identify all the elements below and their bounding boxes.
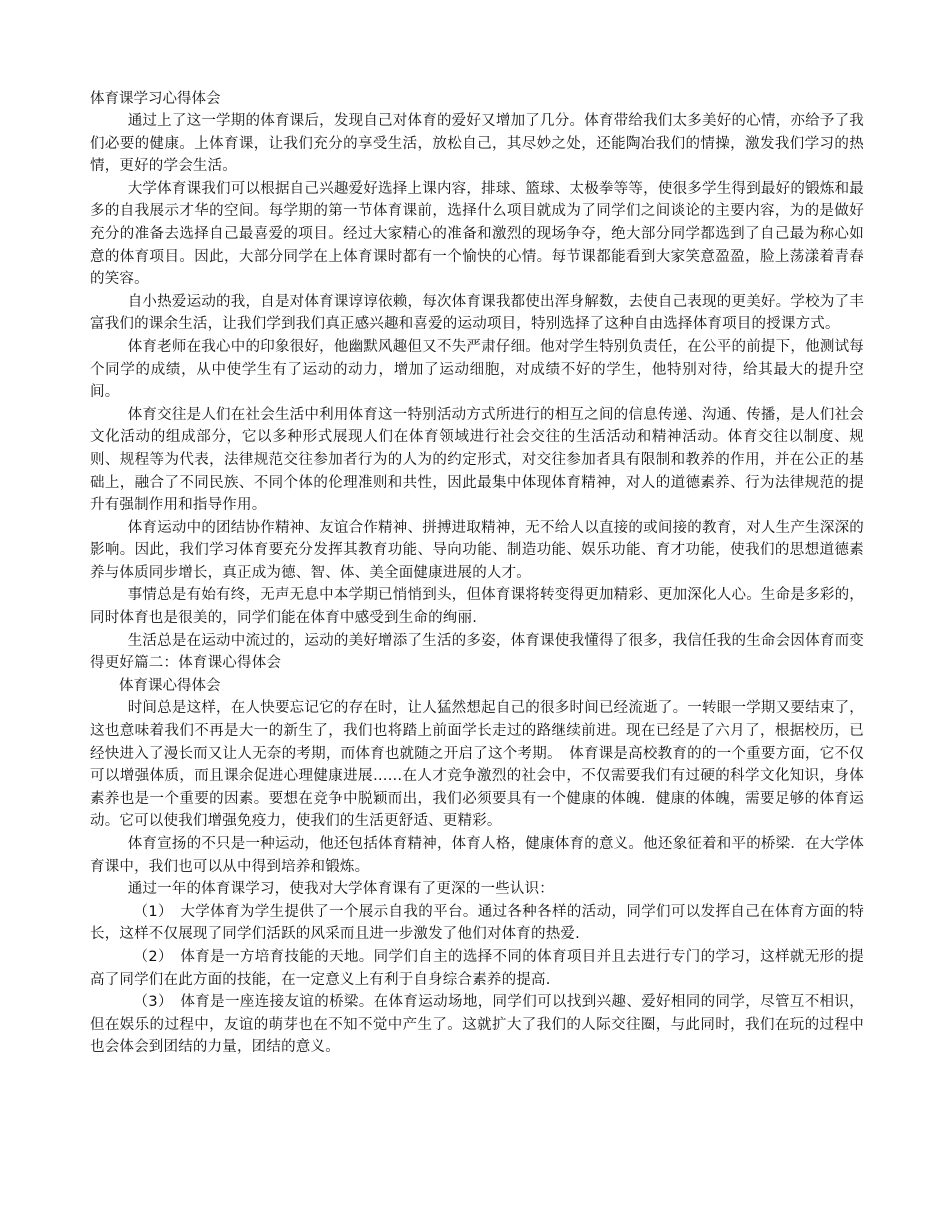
paragraph-2: 大学体育课我们可以根据自己兴趣爱好选择上课内容，排球、篮球、太极拳等等，使很多学生得到最好的锻炼和最多的自我展示才华的空间。每学期的第一节体育课前，选择什么项目就成为了同学们之间谈论的主要内容，为的是做好充分的准备去选择自己最喜爱的项目。经过大家精心的准备和激烈的现场争夺，绝大部分同学都选到了自己最为称心如意的体育项目。因此，大部分同学在上体育课时都有一个愉快的心情。每节课都能看到大家笑意盈盈，脸上荡漾着青春的笑容。 <box>90 180 864 288</box>
list-item-3: （3） 体育是一座连接友谊的桥梁。在体育运动场地，同学们可以找到兴趣、爱好相同的同学，尽管互不相识，但在娱乐的过程中，友谊的萌芽也在不知不觉中产生了。这就扩大了我们的人际交往圈，与此同时，我们在玩的过程中也会体会到团结的力量，团结的意义。 <box>90 994 864 1056</box>
section-2-title: 体育课心得体会 <box>119 677 221 694</box>
list-item-2: （2） 体育是一方培育技能的天地。同学们自主的选择不同的体育项目并且去进行专门的学习，这样就无形的提高了同学们在此方面的技能，在一定意义上有利于自身综合素养的提高. <box>90 948 864 988</box>
document-title: 体育课学习心得体会 <box>90 91 221 107</box>
paragraph-5: 体育交往是人们在社会生活中利用体育这一特别活动方式所进行的相互之间的信息传递、沟通、传播，是人们社会文化活动的组成部分，它以多种形式展现人们在体育领域进行社会交往的生活活动和精神活动。体育交往以制度、规则、规程等为代表，法律规范交往参加者行为的人为的约定形式，对交往参加者具有限制和教养的作用，并在公正的基础上，融合了不同民族、不同个体的伦理准则和共性，因此最集中体现体育精神，对人的道德素养、行为法律规范的提升有强制作用和指导作用。 <box>90 406 864 514</box>
paragraph-8: 生活总是在运动中流过的，运动的美好增添了生活的多姿，体育课使我懂得了很多，我信任我的生命会因体育而变得更好篇二：体育课心得体会 <box>90 632 864 672</box>
list-item-1: （1） 大学体育为学生提供了一个展示自我的平台。通过各种各样的活动，同学们可以发挥自己在体育方面的特长，这样不仅展现了同学们活跃的风采而且进一步激发了他们对体育的热爱. <box>90 903 864 943</box>
section-2-paragraph-2: 体育宣扬的不只是一种运动，他还包括体育精神，体育人格，健康体育的意义。他还象征着和平的桥梁．在大学体育课中，我们也可以从中得到培养和锻炼。 <box>90 836 864 875</box>
section-2-paragraph-1: 时间总是这样，在人快要忘记它的存在时，让人猛然想起自己的很多时间已经流逝了。一转眼一学期又要结束了，这也意味着我们不再是大一的新生了，我们也将踏上前面学长走过的路继续前进。现在已经是了六月了，根据校历，已经快进入了漫长而又让人无奈的考期，而体育也就随之开启了这个考期。 体育课是高校教育的的一个重要方面，它不仅可以增强体质，而且课余促进心理健康进展……在人才竞争激烈的社会中，不仅需要我们有过硬的科学文化知识，身体素养也是一个重要的因素。要想在竞争中脱颖而出，我们必须要具有一个健康的体魄．健康的体魄，需要足够的体育运动。它可以使我们增强免疫力，使我们的生活更舒适、更精彩。 <box>90 700 864 830</box>
paragraph-4: 体育老师在我心中的印象很好，他幽默风趣但又不失严肃仔细。他对学生特别负责任，在公平的前提下，他测试每个同学的成绩，从中使学生有了运动的动力，增加了运动细胞，对成绩不好的学生，他特别对待，给其最大的提升空间。 <box>90 338 864 401</box>
paragraph-7: 事情总是有始有终，无声无息中本学期已悄悄到头，但体育课将转变得更加精彩、更加深化人心。生命是多彩的，同时体育也是很美的，同学们能在体育中感受到生命的绚丽. <box>90 587 864 627</box>
paragraph-3: 自小热爱运动的我，自是对体育课谆谆依赖，每次体育课我都使出浑身解数，去使自己表现的更美好。学校为了丰富我们的课余生活，让我们学到我们真正感兴趣和喜爱的运动项目，特别选择了这种自由选择体育项目的授课方式。 <box>90 293 864 333</box>
section-2-paragraph-3: 通过一年的体育课学习，使我对大学体育课有了更深的一些认识： <box>127 881 554 898</box>
paragraph-1: 通过上了这一学期的体育课后，发现自己对体育的爱好又增加了几分。体育带给我们太多美好的心情，亦给予了我们必要的健康。上体育课，让我们充分的享受生活，放松自己，其尽妙之处，还能陶冶我们的情操，激发我们学习的热情，更好的学会生活。 <box>90 113 864 175</box>
paragraph-6: 体育运动中的团结协作精神、友谊合作精神、拼搏进取精神，无不给人以直接的或间接的教育，对人生产生深深的影响。因此，我们学习体育要充分发挥其教育功能、导向功能、制造功能、娱乐功能、育才功能，使我们的思想道德素养与体质同步增长，真正成为德、智、体、美全面健康进展的人才。 <box>90 519 864 581</box>
